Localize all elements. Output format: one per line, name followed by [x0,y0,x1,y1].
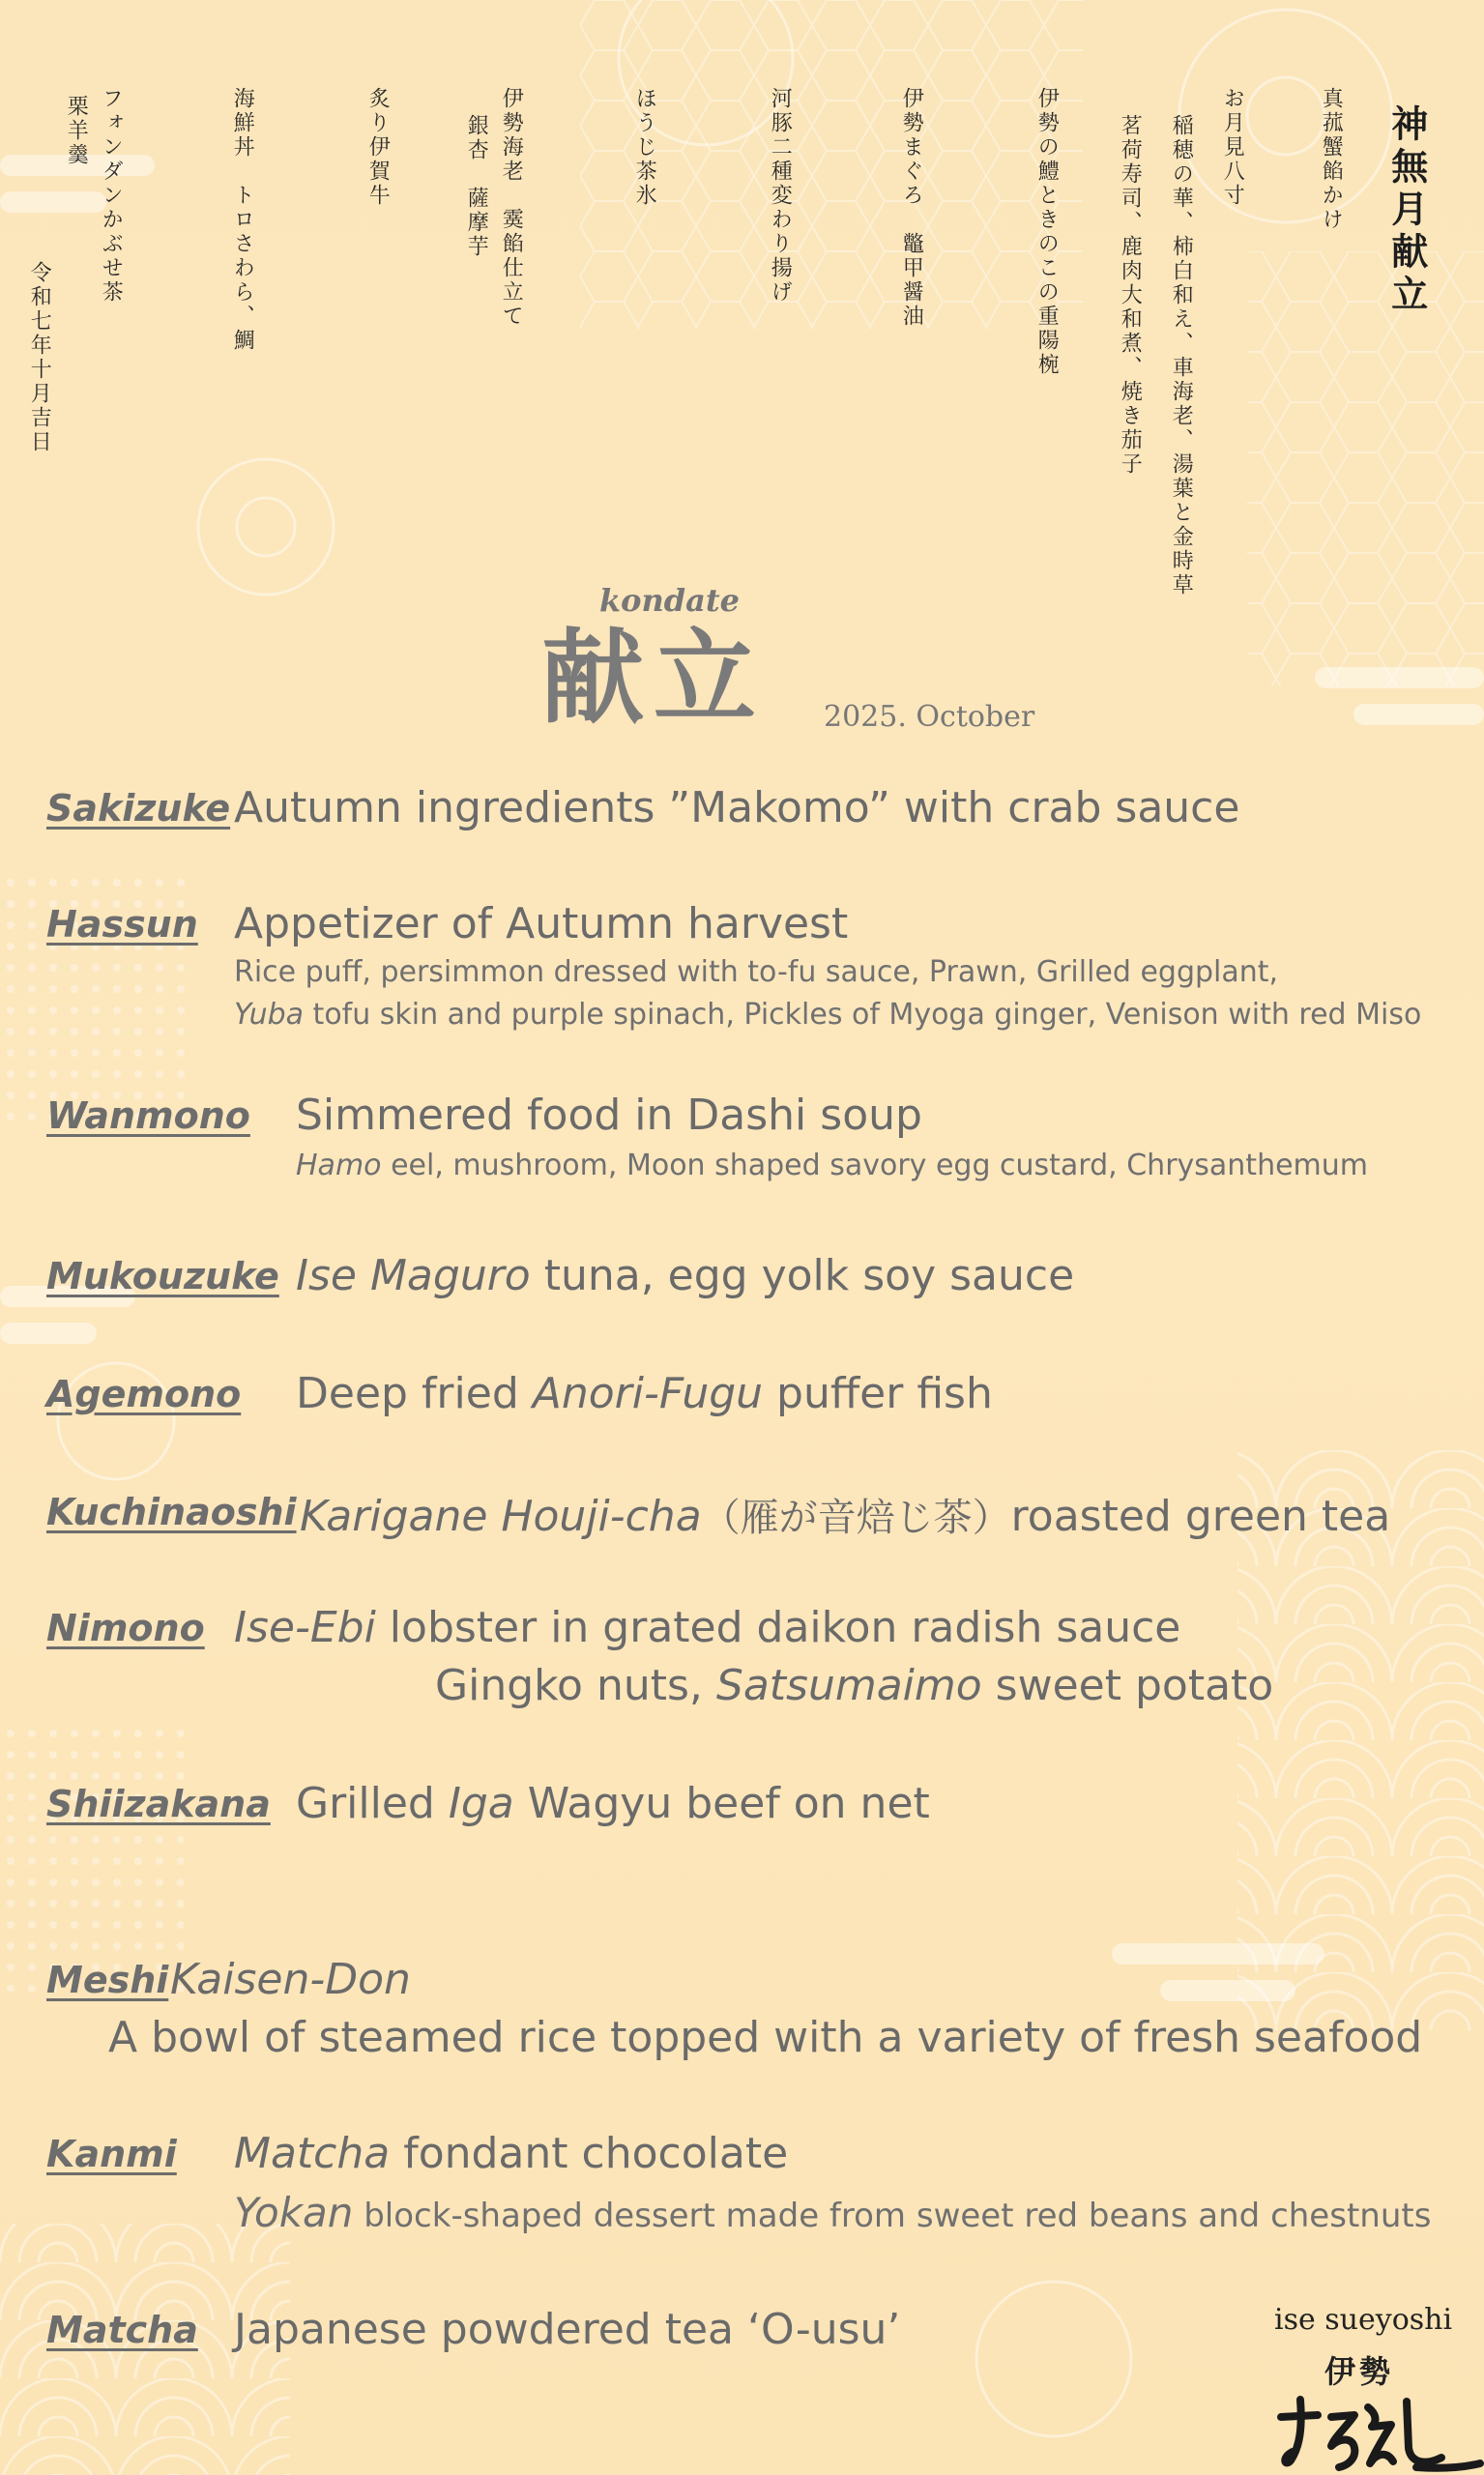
course-name: Hassun [46,903,198,946]
restaurant-name-latin: ise sueyoshi [1274,2303,1453,2337]
italic-term: Yuba [234,998,305,1032]
course-name: Mukouzuke [46,1255,279,1297]
course-title-line2 [435,1661,1273,1710]
vertical-menu-item: 稲穂の華、柿白和え、車海老、湯葉と金時草 [1169,114,1194,597]
vertical-menu-item: 伊勢海老 霙餡仕立て [499,87,524,329]
vertical-menu-item: 茗荷寿司、鹿肉大和煮、焼き茄子 [1118,114,1143,477]
course-title [234,1603,1180,1652]
course-title: Autumn ingredients ”Makomo” with crab sauce [234,783,1240,832]
japanese-term: （雁が音焙じ茶） [701,1496,1011,1540]
course-description [296,1149,1368,1182]
course-title [296,1369,993,1418]
course-title: Appetizer of Autumn harvest [234,899,849,948]
vertical-menu-item: 伊勢まぐろ 鼈甲醤油 [899,87,924,329]
italic-term: Matcha [234,2129,391,2178]
italic-term: Ise Maguro [296,1251,531,1300]
italic-term: Ise-Ebi [234,1603,376,1652]
course-description: Rice puff, persimmon dressed with to-fu sauce, Prawn, Grilled eggplant, [234,955,1279,989]
title-text: tuna, egg yolk soy sauce [530,1251,1075,1300]
course-name: Agemono [46,1373,242,1415]
course-name: Matcha [46,2309,198,2351]
vertical-menu-item: ほうじ茶氷 [632,87,657,208]
vertical-menu-item: 海鮮丼 トロさわら、鯛 [230,87,255,353]
vertical-menu-item: 河豚二種変わり揚げ [768,87,793,305]
italic-term: Anori-Fugu [532,1369,764,1418]
vertical-menu-item: フォンダンかぶせ茶 [99,87,124,305]
title-text: Wagyu beef on net [513,1779,930,1828]
sueyoshi-logo-icon [1271,2388,1484,2475]
kondate-label: kondate [599,582,741,619]
course-title [300,1487,1390,1542]
course-name: Meshi [46,1959,169,2001]
course-name: Nimono [46,1607,205,1649]
vertical-menu-item: 伊勢の鱧ときのこの重陽椀 [1034,87,1060,377]
course-title: Japanese powdered tea ‘O-usu’ [234,2305,901,2354]
italic-term: Karigane Houji-cha [300,1492,702,1541]
title-text: puffer fish [763,1369,993,1418]
title-text: fondant chocolate [390,2129,789,2178]
title-text: Gingko nuts, [435,1661,716,1710]
italic-term: Iga [448,1779,514,1828]
title-text: sweet potato [981,1661,1274,1710]
course-name: Shiizakana [46,1783,271,1825]
course-name: Sakizuke [46,787,231,830]
italic-term: Satsumaimo [715,1661,982,1710]
course-title [296,1251,1074,1300]
vertical-menu-item: お月見八寸 [1220,87,1245,208]
vertical-menu-item: 真菰蟹餡かけ [1319,87,1344,232]
italic-term: Hamo [296,1149,382,1182]
course-title: Kaisen-Don [170,1955,411,2004]
vertical-menu-title: 神無月献立 [1384,104,1429,317]
course-description [234,998,1421,1032]
title-text: Grilled [296,1779,449,1828]
restaurant-name-ise: 伊勢 [1324,2353,1395,2390]
course-title [296,1779,930,1828]
vertical-menu-date: 令和七年十月吉日 [27,261,52,454]
course-title-line2: A bowl of steamed rice topped with a variety of fresh seafood [108,2013,1423,2062]
course-name: Kuchinaoshi [46,1491,297,1533]
menu-date-label: 2025. October [824,700,1035,734]
italic-term: Yokan [234,2189,354,2236]
kondate-kanji-title: 献立 [541,617,766,738]
title-text: roasted green tea [1010,1492,1391,1541]
course-name: Wanmono [46,1094,250,1137]
vertical-menu-item: 銀杏 薩摩芋 [464,114,489,259]
title-text: lobster in grated daikon radish sauce [375,1603,1181,1652]
description-text: tofu skin and purple spinach, Pickles of Myoga ginger, Venison with red Miso [304,998,1422,1032]
course-name: Kanmi [46,2133,177,2175]
course-title [234,2129,788,2178]
course-description [234,2189,1431,2236]
description-text: block-shaped dessert made from sweet red beans and chestnuts [353,2197,1432,2235]
vertical-menu-item: 炙り伊賀牛 [365,87,391,208]
course-title: Simmered food in Dashi soup [296,1091,922,1140]
description-text: eel, mushroom, Moon shaped savory egg custard, Chrysanthemum [381,1149,1368,1182]
title-text: Deep fried [296,1369,533,1418]
vertical-menu-item: 栗羊羹 [64,95,89,167]
